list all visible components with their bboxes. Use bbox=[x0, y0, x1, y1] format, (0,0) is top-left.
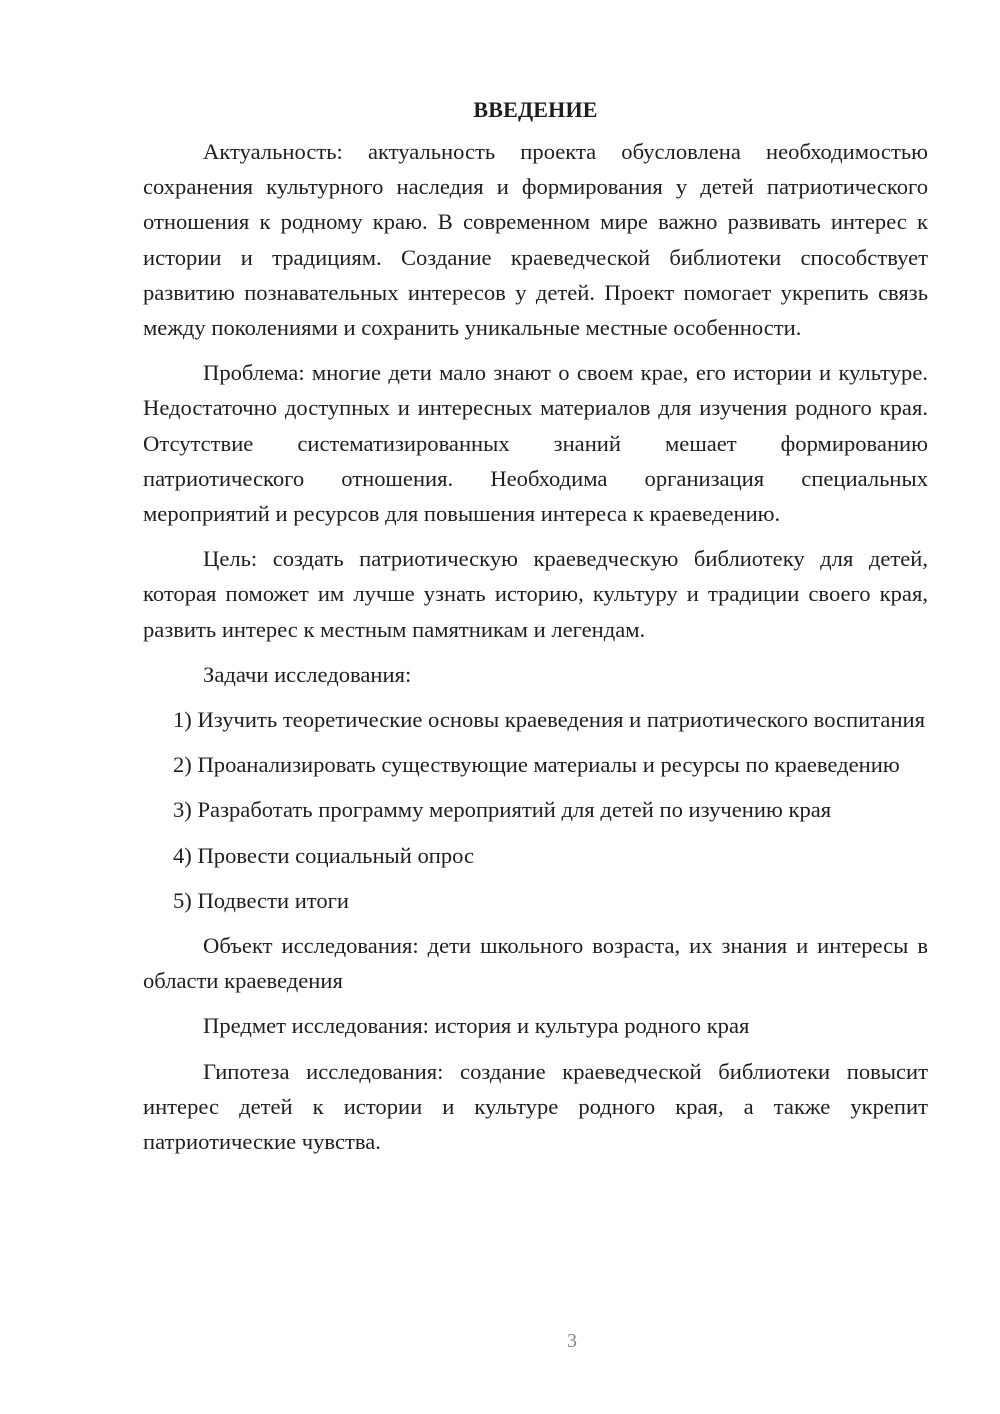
page-number: 3 bbox=[567, 1330, 577, 1352]
page-title: ВВЕДЕНИЕ bbox=[473, 97, 598, 122]
task-item-1: 1) Изучить теоретические основы краеведения и патриотического воспитания bbox=[173, 707, 926, 733]
task-item-3: 3) Разработать программу мероприятий для детей по изучению края bbox=[173, 797, 832, 823]
page-content bbox=[143, 92, 928, 1169]
tasks-heading: Задачи исследования: bbox=[203, 661, 412, 687]
paragraph-object: Объект исследования: дети школьного возраста, их знания и интересы в области краеведения bbox=[143, 933, 928, 994]
paragraph-subject: Предмет исследования: история и культура родного края bbox=[203, 1013, 750, 1039]
paragraph-relevance: Актуальность: актуальность проекта обусловлена необходимостью сохранения культурного наследия и формирования у детей патриотического отношения к родному краю. В современном мире важно развивать интерес к истории и традициям. Создание краеведческой библиотеки способствует развитию познавательных интересов у детей. Проект помогает укрепить связь между поколениями и сохранить уникальные местные особенности. bbox=[143, 139, 928, 341]
paragraph-goal: Цель: создать патриотическую краеведческую библиотеку для детей, которая поможет им лучше узнать историю, культуру и традиции своего края, развить интерес к местным памятникам и легендам. bbox=[143, 546, 928, 642]
task-item-2: 2) Проанализировать существующие материалы и ресурсы по краеведению bbox=[173, 752, 900, 778]
task-item-4: 4) Провести социальный опрос bbox=[173, 842, 475, 868]
paragraph-hypothesis: Гипотеза исследования: создание краеведческой библиотеки повысит интерес детей к истории и культуре родного края, а также укрепит патриотические чувства. bbox=[143, 1058, 928, 1155]
task-item-5: 5) Подвести итоги bbox=[173, 887, 350, 913]
paragraph-problem: Проблема: многие дети мало знают о своем крае, его истории и культуре. Недостаточно доступных и интересных материалов для изучения родного края. Отсутствие систематизированных знаний мешает формированию патриотического отношения. Необходима организация специальных мероприятий и ресурсов для повышения интереса к краеведению. bbox=[143, 360, 928, 527]
